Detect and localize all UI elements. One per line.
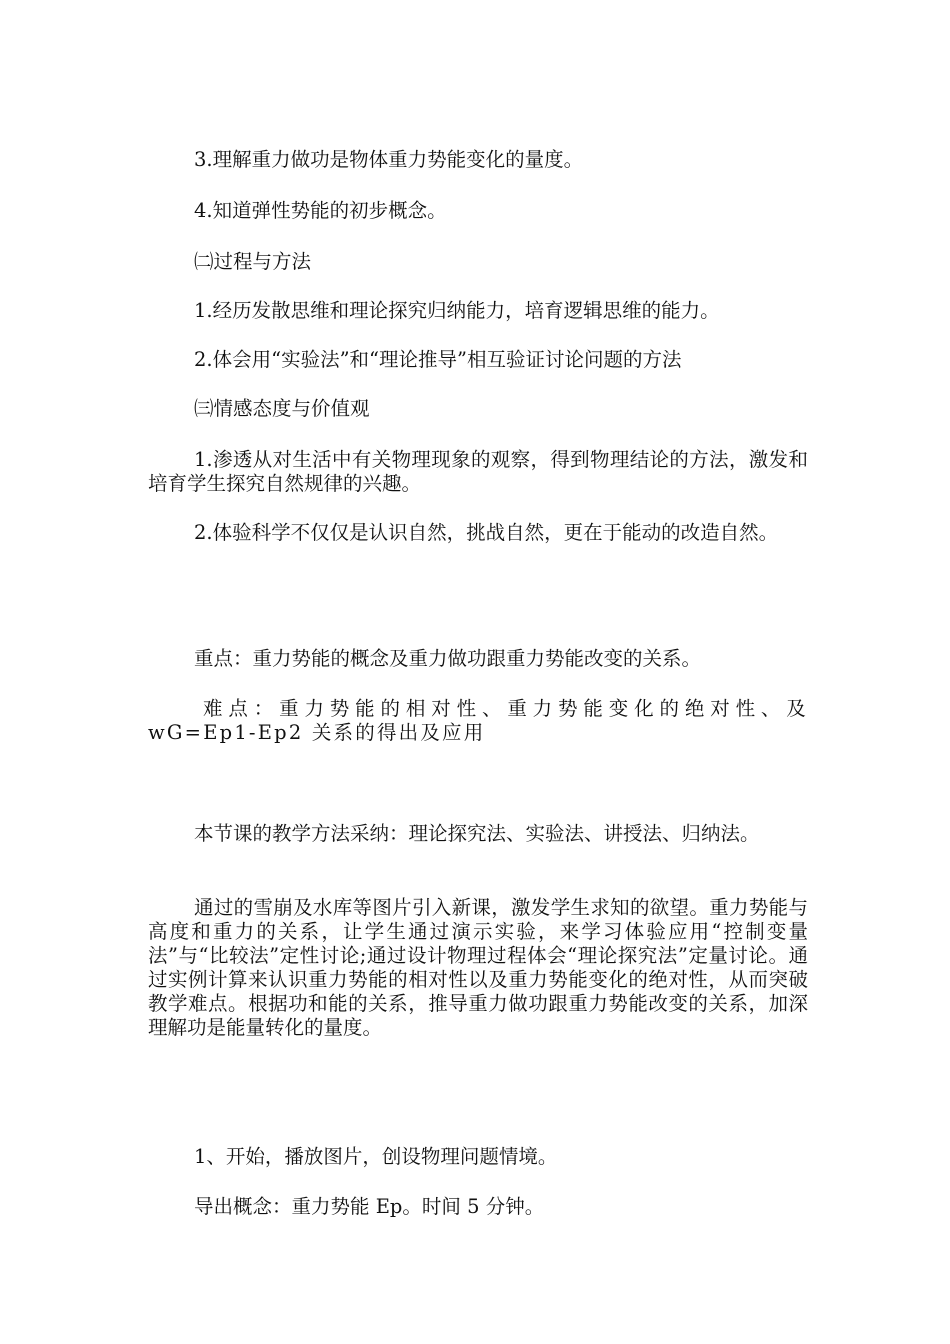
- objective-4: 4.知道弹性势能的初步概念。: [194, 199, 447, 222]
- process-objective-1: 1.经历发散思维和理论探究归纳能力，培育逻辑思维的能力。: [194, 299, 720, 322]
- objective-3: 3.理解重力做功是物体重力势能变化的量度。: [194, 148, 584, 171]
- step-1: 1、开始，播放图片，创设物理问题情境。: [194, 1145, 558, 1168]
- teaching-methods: 本节课的教学方法采纳：理论探究法、实验法、讲授法、归纳法。: [194, 822, 760, 845]
- section-heading-attitude-values: ㈢情感态度与价值观: [194, 397, 370, 420]
- difficult-point: 难点：重力势能的相对性、重力势能变化的绝对性、及 wG=Ep1-Ep2 关系的得出及应用: [148, 697, 808, 744]
- concept-intro: 导出概念：重力势能 Ep。时间 5 分钟。: [194, 1195, 545, 1218]
- key-point: 重点：重力势能的概念及重力做功跟重力势能改变的关系。: [194, 647, 702, 670]
- attitude-objective-2: 2.体验科学不仅仅是认识自然，挑战自然，更在于能动的改造自然。: [194, 521, 779, 544]
- process-objective-2: 2.体会用“实验法”和“理论推导”相互验证讨论问题的方法: [194, 348, 682, 371]
- section-heading-process-methods: ㈡过程与方法: [194, 250, 312, 273]
- attitude-objective-1: 1.渗透从对生活中有关物理现象的观察，得到物理结论的方法，激发和培育学生探究自然规律的兴趣。: [148, 448, 808, 495]
- teaching-design-paragraph: 通过的雪崩及水库等图片引入新课，激发学生求知的欲望。重力势能与高度和重力的关系，让学生通过演示实验，来学习体验应用“控制变量法”与“比较法”定性讨论;通过设计物理过程体会“理论探究法”定量讨论。通过实例计算来认识重力势能的相对性以及重力势能变化的绝对性，从而突破教学难点。根据功和能的关系，推导重力做功跟重力势能改变的关系，加深理解功是能量转化的量度。: [148, 896, 808, 1039]
